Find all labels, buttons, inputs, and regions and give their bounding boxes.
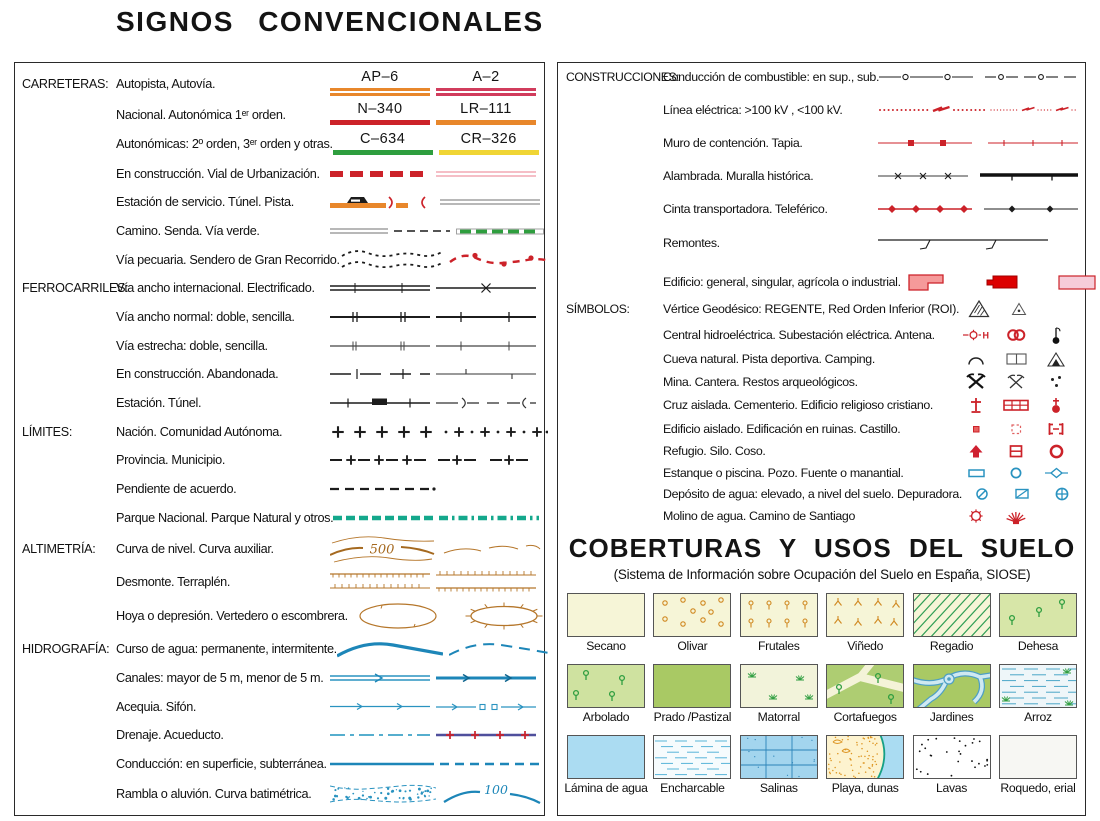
legend-row (566, 325, 1078, 345)
landuse-label: Prado /Pastizal (653, 710, 732, 724)
ffcc-estacion-symbol (330, 397, 430, 409)
legend-row (22, 599, 540, 633)
landuse-item-encharcable (652, 735, 732, 795)
landuse-label: Arbolado (582, 710, 630, 724)
desmonte-symbol (330, 569, 430, 594)
ffcc-estrecha-sencilla-symbol (436, 340, 536, 352)
road-code: CR–326 (460, 130, 517, 147)
legend-row (22, 391, 540, 415)
row-label: En construcción. Abandonada. (116, 367, 279, 382)
symbol-cell (878, 138, 1078, 148)
symbol-cell (330, 702, 540, 712)
legend-row (22, 723, 540, 747)
row-label: Desmonte. Terraplén. (116, 574, 231, 589)
landuse-row (566, 593, 1078, 653)
parque-natural-symbol (439, 514, 539, 522)
legend-row (22, 477, 540, 501)
legend-row (22, 248, 540, 272)
legend-row (566, 169, 1078, 183)
road-code: C–634 (360, 130, 406, 147)
legend-row (22, 305, 540, 329)
symbol-cell (333, 132, 543, 157)
coberturas-section (566, 531, 1078, 795)
cinta-transportadora-symbol (878, 204, 972, 214)
drenaje-symbol (330, 731, 430, 739)
legend-row (566, 270, 1078, 294)
legend-row (22, 506, 540, 530)
legend-row (566, 421, 1078, 437)
landuse-item-roquedo-erial (998, 735, 1078, 795)
autovia-symbol (436, 70, 536, 97)
row-label: Parque Nacional. Parque Natural y otros. (116, 510, 334, 525)
landuse-item-lamina-agua (566, 735, 646, 795)
ffcc-normal-sencilla-symbol (436, 311, 536, 323)
row-label: En construcción. Vial de Urbanización. (116, 166, 320, 181)
subestacion-icon (1005, 327, 1028, 343)
row-label: Estación. Túnel. (116, 396, 202, 411)
ffcc-estrecha-doble-symbol (330, 340, 430, 352)
estacion-servicio-tunel-symbol (330, 193, 434, 211)
roquedo-erial-swatch (999, 735, 1077, 779)
cantera-icon (1006, 373, 1026, 390)
symbol-cell (330, 760, 540, 768)
symbol-cell (330, 672, 540, 684)
legend-row (566, 202, 1078, 216)
coberturas-subtitle: (Sistema de Información sobre Ocupación del Suelo en España, SIOSE) (613, 567, 1031, 582)
cruz-aislada-icon (968, 396, 984, 414)
vial-urbanizacion-symbol (436, 169, 536, 179)
acequia-symbol (330, 702, 430, 711)
section-category: CARRETERAS: (22, 76, 109, 91)
dehesa-swatch (999, 593, 1077, 637)
section-category: ALTIMETRÍA: (22, 542, 96, 557)
legend-row (566, 396, 1078, 414)
construcciones-section (566, 70, 1078, 294)
ffcc-construccion-symbol (330, 368, 430, 380)
salinas-swatch (740, 735, 818, 779)
nacional-symbol (330, 102, 430, 127)
legend-row (566, 486, 1078, 502)
row-label: Drenaje. Acueducto. (116, 728, 224, 743)
symbol-cell (330, 569, 540, 594)
landuse-item-olivar (652, 593, 732, 653)
landuse-row (566, 735, 1078, 795)
limite-municipio-symbol (438, 454, 534, 466)
row-label: Edificio: general, singular, agrícola o industrial. (663, 275, 901, 289)
autonomica-3-symbol (439, 132, 539, 157)
vinedo-swatch (826, 593, 904, 637)
row-label: Curva de nivel. Curva auxiliar. (116, 542, 274, 557)
landuse-label: Jardines (929, 710, 974, 724)
row-label: Estanque o piscina. Pozo. Fuente o manantial. (663, 465, 904, 480)
section-category: HIDROGRAFÍA: (22, 642, 110, 657)
symbol-cell (878, 103, 1078, 117)
conduccion-superficie-symbol (330, 760, 434, 768)
symbol-cell (330, 729, 540, 741)
vertice-regente-icon (968, 299, 990, 319)
row-label: Edificio aislado. Edificación en ruinas. Castillo. (663, 421, 901, 436)
symbol-cell (901, 270, 1100, 294)
regadio-swatch (913, 593, 991, 637)
legend-row (22, 276, 540, 300)
curva-batimetrica-symbol (442, 781, 542, 807)
ffcc-abandonada-symbol (436, 368, 536, 380)
section-category: FERROCARRILES: (22, 281, 129, 296)
simbolos-section (566, 299, 1078, 525)
landuse-label: Roquedo, erial (1000, 781, 1076, 795)
symbol-cell (330, 226, 540, 237)
combustible-superficie-symbol (879, 72, 973, 82)
symbol-cell (962, 486, 1084, 502)
linea-electrica-symbol (878, 103, 1078, 117)
legend-row (22, 695, 540, 719)
svg-text:100: 100 (484, 781, 508, 797)
landuse-item-prado-pastizal (652, 664, 732, 724)
symbol-cell (330, 169, 540, 179)
curva-nivel-symbol (330, 534, 436, 564)
symbol-cell (956, 421, 1078, 437)
symbol-cell (340, 248, 550, 272)
row-label: Vía ancho internacional. Electrificado. (116, 281, 315, 296)
ffcc-tunel-symbol (436, 396, 536, 410)
pendiente-acuerdo-symbol (330, 485, 440, 493)
landuse-item-cortafuegos (825, 664, 905, 724)
row-label: Remontes. (663, 236, 720, 250)
legend-row (566, 103, 1078, 117)
symbol-cell (330, 193, 540, 211)
edificio-aislado-icon (970, 423, 982, 435)
alambrada-symbol (878, 170, 968, 182)
arbolado-swatch (567, 664, 645, 708)
landuse-label: Viñedo (847, 639, 884, 653)
frutales-swatch (740, 593, 818, 637)
estanque-piscina-icon (967, 467, 986, 479)
legend-row (566, 299, 1078, 319)
landuse-label: Matorral (757, 710, 800, 724)
landuse-label: Arroz (1024, 710, 1052, 724)
legend-row (566, 136, 1078, 150)
autonomica-2-symbol (333, 132, 433, 157)
symbol-cell (333, 514, 543, 522)
symbol-cell (956, 443, 1078, 460)
tapia-symbol (988, 138, 1078, 148)
row-label: Curso de agua: permanente, intermitente. (116, 642, 337, 657)
landuse-item-salinas (739, 735, 819, 795)
ffcc-electrificado-symbol (436, 282, 536, 294)
parque-nacional-symbol (333, 514, 433, 522)
playa-dunas-swatch (826, 735, 904, 779)
secano-swatch (567, 593, 645, 637)
lamina-agua-swatch (567, 735, 645, 779)
row-label: Camino. Senda. Vía verde. (116, 224, 260, 239)
landuse-item-jardines (912, 664, 992, 724)
legend-row (22, 190, 540, 214)
row-label: Conducción: en superficie, subterránea. (116, 757, 327, 772)
road-code: LR–111 (460, 100, 512, 117)
symbol-cell (330, 282, 540, 294)
symbol-cell (330, 311, 540, 323)
row-label: Alambrada. Muralla histórica. (663, 169, 814, 183)
symbol-cell (330, 454, 540, 466)
symbol-cell (330, 368, 540, 380)
ffcc-normal-doble-symbol (330, 311, 430, 323)
rambla-aluvion-symbol (330, 781, 436, 807)
landuse-label: Salinas (759, 781, 798, 795)
muralla-symbol (980, 171, 1078, 181)
symbol-cell (879, 72, 1079, 82)
coberturas-title: COBERTURAS Y USOS DEL SUELO (568, 533, 1076, 563)
edificio-agricola-symbol (1053, 270, 1100, 294)
row-label: Nación. Comunidad Autónoma. (116, 424, 283, 439)
refugio-icon (968, 443, 984, 459)
jardines-swatch (913, 664, 991, 708)
legend-row (22, 752, 540, 776)
remontes-symbol (878, 235, 1048, 251)
legend-row (566, 235, 1078, 251)
curva-auxiliar-symbol (442, 537, 542, 561)
deposito-suelo-icon (1014, 487, 1030, 500)
hoya-depresion-symbol (348, 600, 448, 632)
antena-icon (1049, 325, 1063, 345)
legend-row (22, 362, 540, 386)
canal-mayor-symbol (330, 672, 430, 684)
legend-row (22, 162, 540, 186)
symbol-cell (330, 485, 540, 493)
row-label: Cueva natural. Pista deportiva. Camping. (663, 352, 875, 367)
vertedero-symbol (454, 599, 554, 633)
row-label: Vía estrecha: doble, sencilla. (116, 338, 268, 353)
edificio-singular-symbol (983, 270, 1027, 294)
legend-row (22, 534, 540, 564)
muro-contencion-symbol (878, 138, 972, 148)
legend-row (22, 219, 540, 243)
edificio-religioso-icon (1049, 396, 1063, 414)
landuse-item-playa-dunas (825, 735, 905, 795)
cortafuegos-swatch (826, 664, 904, 708)
row-label: Autonómicas: 2º orden, 3ᵉʳ orden y otras. (116, 137, 333, 152)
legend-row (22, 132, 540, 157)
symbol-cell (878, 170, 1078, 182)
row-label: Estación de servicio. Túnel. Pista. (116, 195, 294, 210)
matorral-swatch (740, 664, 818, 708)
olivar-swatch (653, 593, 731, 637)
left-legend-panel (14, 62, 545, 816)
legend-row (22, 666, 540, 690)
landuse-item-matorral (739, 664, 819, 724)
landuse-label: Dehesa (1017, 639, 1059, 653)
autopista-symbol (330, 70, 430, 97)
landuse-item-frutales (739, 593, 819, 653)
symbol-cell (337, 637, 547, 661)
prado-pastizal-swatch (653, 664, 731, 708)
vertice-roi-icon (1010, 301, 1028, 318)
landuse-label: Playa, dunas (831, 781, 899, 795)
symbol-cell (330, 781, 540, 807)
legend-row (22, 334, 540, 358)
symbol-cell (348, 599, 558, 633)
symbol-cell (956, 325, 1078, 345)
landuse-label: Lámina de agua (564, 781, 648, 795)
acueducto-symbol (436, 729, 536, 741)
landuse-item-vinedo (825, 593, 905, 653)
limite-nacion-symbol (330, 425, 436, 439)
pista-symbol (440, 197, 540, 207)
row-label: Depósito de agua: elevado, a nivel del suelo. Depuradora. (663, 486, 962, 501)
central-hidroelectrica-icon (963, 327, 990, 343)
symbol-cell (330, 340, 540, 352)
ffcc-int-symbol (330, 282, 430, 294)
symbol-cell (959, 299, 1081, 319)
row-label: Hoya o depresión. Vertedero o escombrera. (116, 608, 348, 623)
landuse-label: Frutales (757, 639, 800, 653)
lavas-swatch (913, 735, 991, 779)
landuse-label: Olivar (677, 639, 708, 653)
landuse-label: Secano (586, 639, 626, 653)
curso-permanente-symbol (337, 637, 443, 661)
silo-icon (1008, 443, 1024, 459)
legend-row (22, 420, 540, 444)
autonomica-1-symbol (436, 102, 536, 127)
legend-row (22, 448, 540, 472)
teleferico-symbol (984, 204, 1078, 214)
camino-symbol (330, 226, 388, 236)
symbol-cell (956, 466, 1078, 480)
landuse-item-arbolado (566, 664, 646, 724)
mina-icon (966, 373, 986, 390)
row-label: Refugio. Silo. Coso. (663, 444, 766, 459)
ruinas-icon (1009, 422, 1023, 436)
restos-arqueologicos-icon (1048, 374, 1064, 389)
landuse-label: Lavas (936, 781, 968, 795)
symbol-cell (330, 396, 540, 410)
landuse-item-secano (566, 593, 646, 653)
carretera-construccion-symbol (330, 169, 430, 179)
canal-menor-symbol (436, 673, 536, 683)
fuente-manantial-icon (1045, 466, 1068, 480)
conduccion-subterranea-symbol (440, 760, 544, 768)
road-code: AP–6 (361, 69, 399, 85)
right-legend-panel (557, 62, 1086, 816)
arroz-swatch (999, 664, 1077, 708)
symbol-cell (878, 204, 1078, 214)
coso-icon (1048, 443, 1065, 460)
page-title: SIGNOS CONVENCIONALES (116, 6, 544, 37)
row-label: Canales: mayor de 5 m, menor de 5 m. (116, 671, 324, 686)
row-label: Acequia. Sifón. (116, 699, 197, 714)
legend-row (566, 373, 1078, 390)
section-category: SÍMBOLOS: (566, 302, 630, 316)
senda-symbol (394, 227, 450, 235)
landuse-label: Regadio (929, 639, 974, 653)
legend-row (22, 781, 540, 807)
limite-ccaa-symbol (442, 425, 548, 439)
row-label: Muro de contención. Tapia. (663, 136, 803, 150)
sendero-gr-symbol (448, 249, 550, 271)
row-label: Provincia. Municipio. (116, 453, 225, 468)
svg-text:H: H (982, 330, 989, 341)
section-category: CONSTRUCCIONES: (566, 70, 680, 84)
sifon-symbol (436, 702, 536, 712)
legend-row (22, 637, 540, 661)
encharcable-swatch (653, 735, 731, 779)
symbol-cell (956, 351, 1078, 367)
legend-row (22, 102, 540, 127)
road-code: A–2 (472, 69, 500, 85)
row-label: Autopista, Autovía. (116, 76, 216, 91)
landuse-item-dehesa (998, 593, 1078, 653)
section-category: LÍMITES: (22, 424, 73, 439)
row-label: Cinta transportadora. Teleférico. (663, 202, 828, 216)
terraplen-symbol (436, 569, 536, 594)
symbol-cell (330, 534, 540, 564)
row-label: Nacional. Autonómica 1ᵉʳ orden. (116, 107, 286, 122)
row-label: Rambla o aluvión. Curva batimétrica. (116, 786, 312, 801)
depuradora-icon (1054, 486, 1070, 502)
legend-row (566, 351, 1078, 367)
via-pecuaria-symbol (340, 248, 442, 272)
edificio-general-symbol (901, 270, 957, 294)
landuse-row (566, 664, 1078, 724)
road-code: N–340 (357, 100, 403, 117)
symbol-cell (878, 235, 1078, 251)
row-label: Central hidroeléctrica. Subestación eléctrica. Antena. (663, 328, 935, 343)
legend-row (566, 443, 1078, 460)
curso-intermitente-symbol (449, 638, 549, 660)
landuse-grid (566, 593, 1078, 795)
castillo-icon (1046, 421, 1066, 437)
row-label: Conducción de combustible: en sup., sub. (663, 70, 880, 84)
cueva-icon (967, 353, 985, 366)
camping-icon (1047, 351, 1065, 367)
landuse-label: Encharcable (660, 781, 725, 795)
symbol-cell (956, 508, 1078, 525)
cementerio-icon (1003, 397, 1029, 413)
row-label: Vía ancho normal: doble, sencilla. (116, 310, 295, 325)
symbol-cell (330, 102, 540, 127)
svg-text:500: 500 (369, 542, 395, 558)
symbol-cell (956, 396, 1078, 414)
landuse-item-lavas (912, 735, 992, 795)
limite-provincia-symbol (330, 454, 432, 466)
legend-row (22, 70, 540, 97)
via-verde-symbol (456, 226, 544, 237)
deposito-elevado-icon (975, 487, 989, 501)
symbol-cell (330, 70, 540, 97)
landuse-item-regadio (912, 593, 992, 653)
symbol-cell (330, 425, 540, 439)
pista-deportiva-icon (1006, 352, 1027, 366)
row-label: Vía pecuaria. Sendero de Gran Recorrido. (116, 252, 340, 267)
legend-row (566, 70, 1078, 84)
legend-row (566, 508, 1078, 525)
legend-row (22, 569, 540, 594)
combustible-subterranea-symbol (985, 72, 1079, 82)
camino-santiago-icon (1006, 508, 1026, 525)
row-label: Molino de agua. Camino de Santiago (663, 509, 855, 524)
row-label: Cruz aislada. Cementerio. Edificio religioso cristiano. (663, 398, 933, 413)
symbol-cell (956, 373, 1078, 390)
molino-agua-icon (968, 508, 984, 524)
row-label: Mina. Cantera. Restos arqueológicos. (663, 374, 858, 389)
row-label: Línea eléctrica: >100 kV , <100 kV. (663, 103, 843, 117)
landuse-label: Cortafuegos (833, 710, 897, 724)
row-label: Pendiente de acuerdo. (116, 482, 237, 497)
landuse-item-arroz (998, 664, 1078, 724)
legend-row (566, 466, 1078, 480)
row-label: Vértice Geodésico: REGENTE, Red Orden Inferior (ROI). (663, 302, 960, 316)
pozo-icon (1009, 466, 1023, 480)
